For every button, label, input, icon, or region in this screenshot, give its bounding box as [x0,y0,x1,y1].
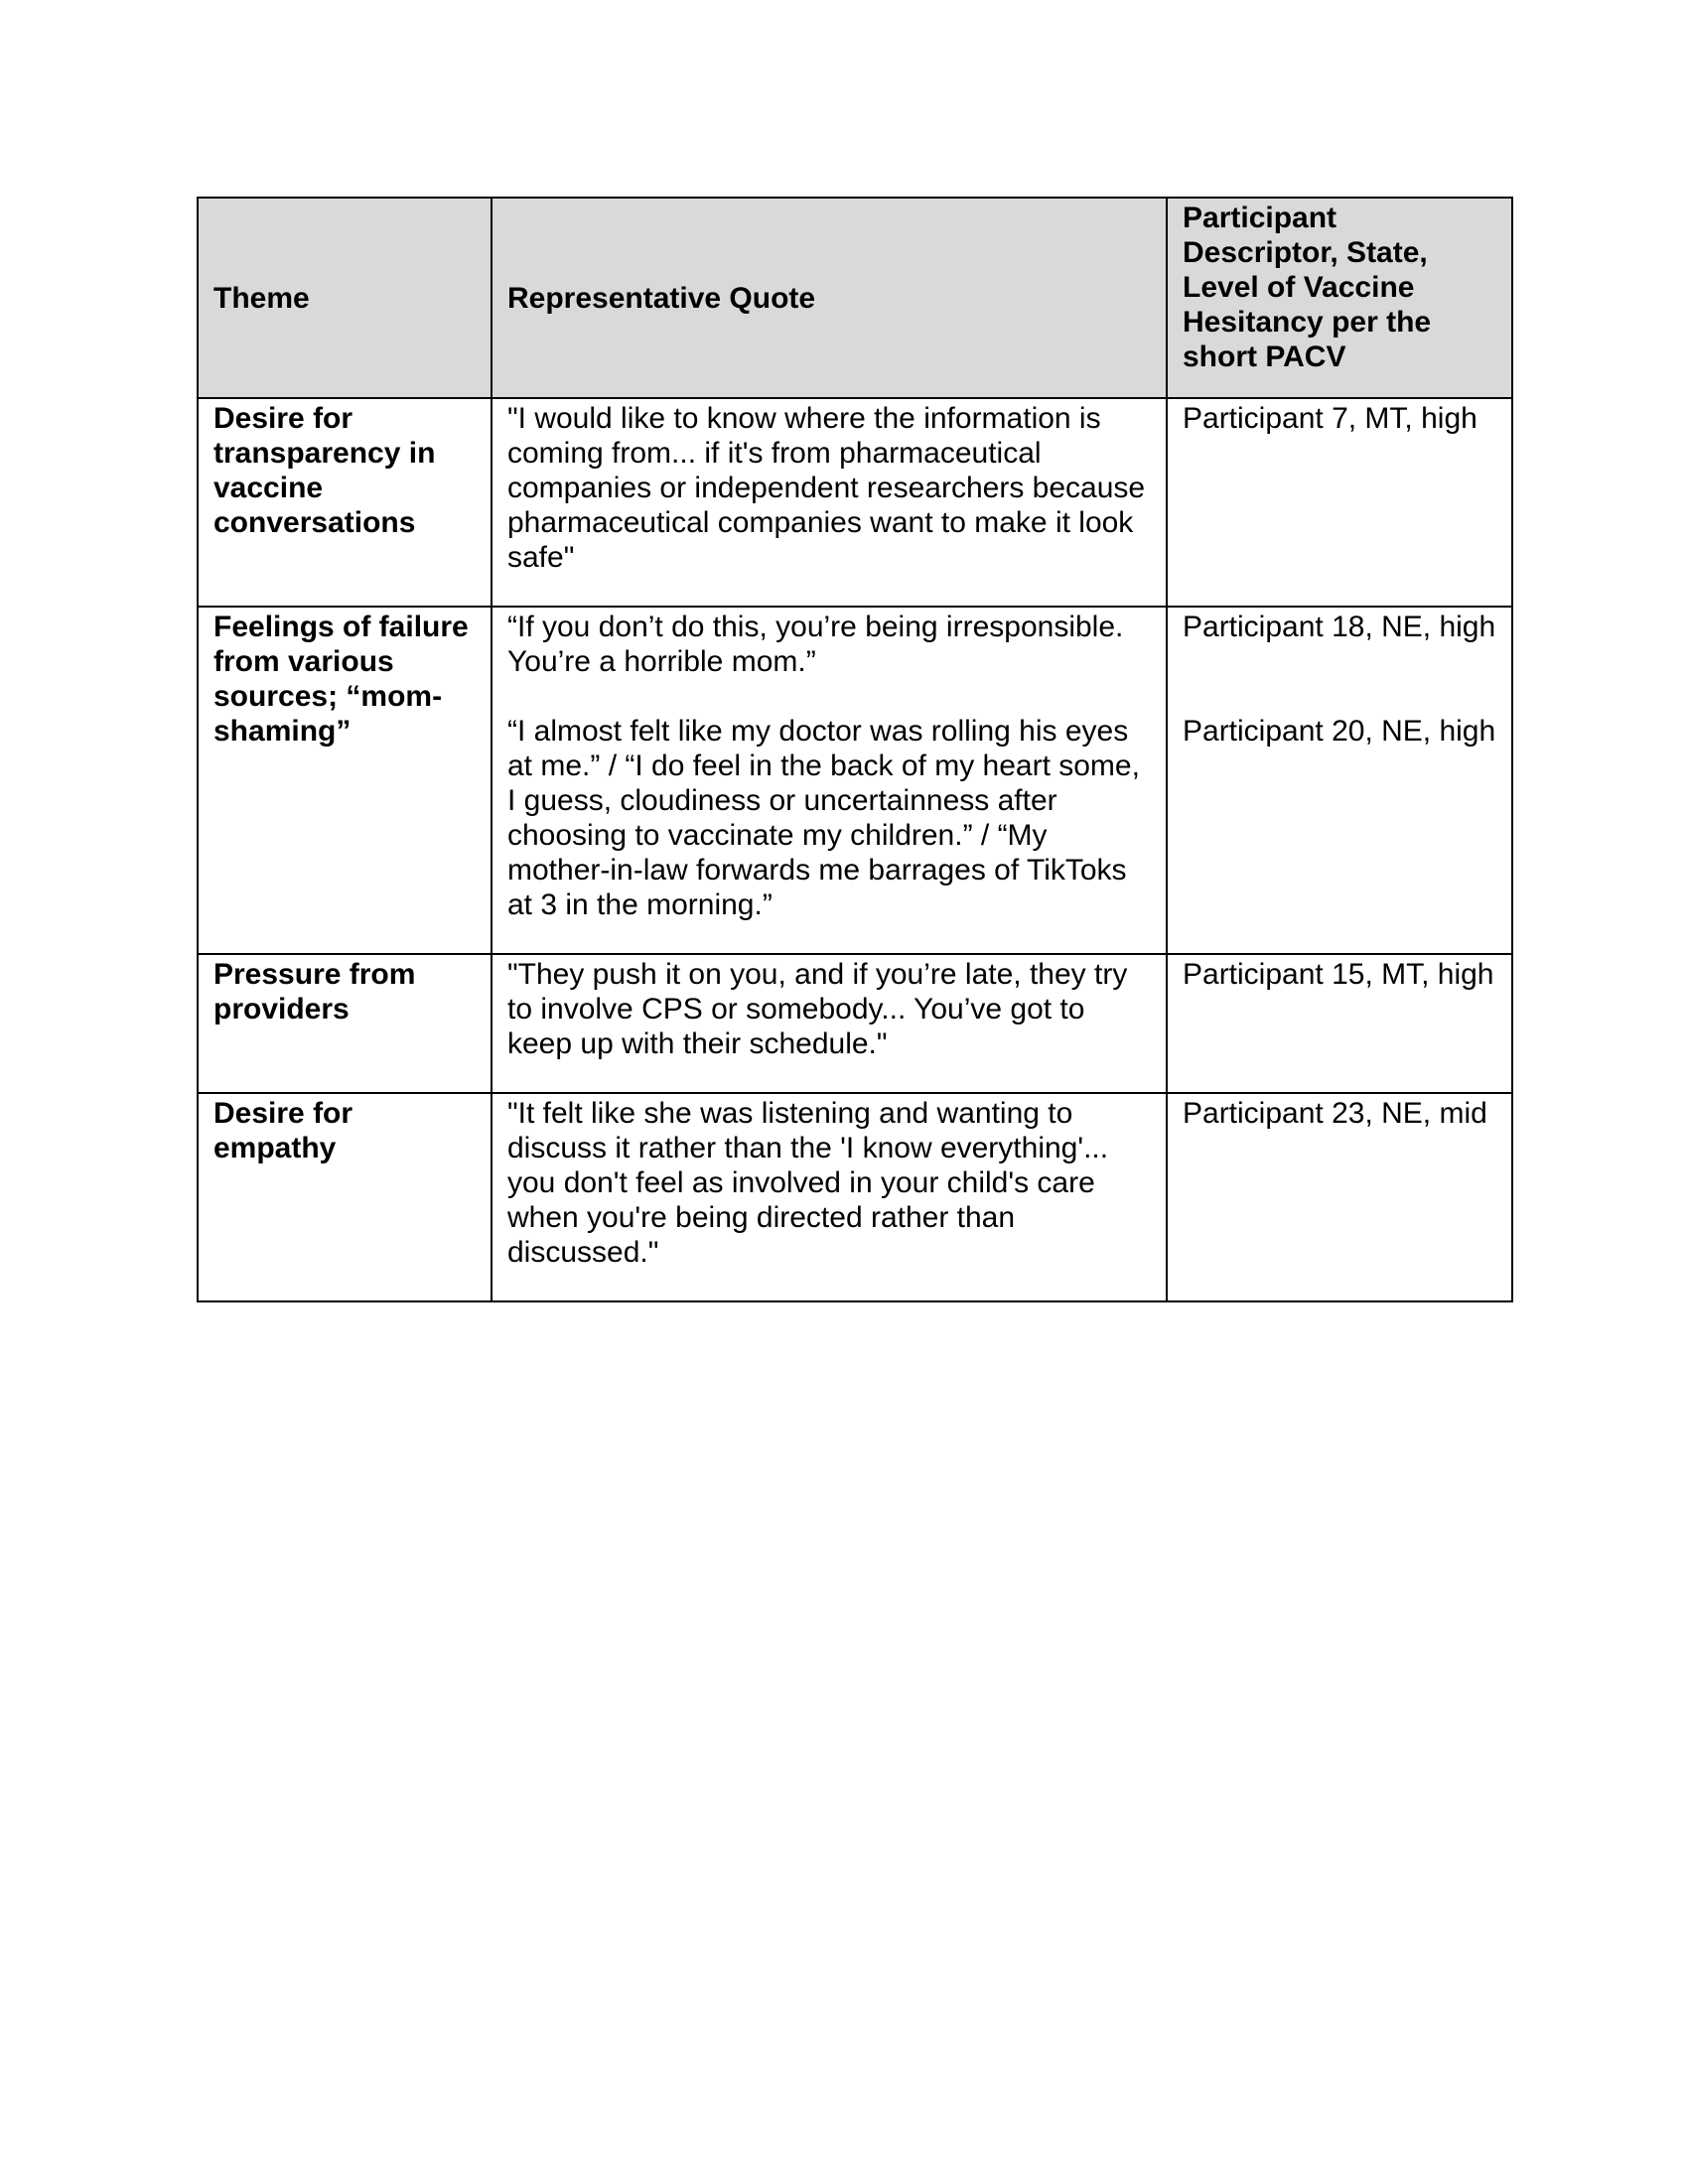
participant-text: Participant 23, NE, mid [1183,1097,1487,1130]
quote-cell [492,398,1167,607]
quote-cell [492,607,1167,954]
quote-text: “I almost felt like my doctor was rolling his eyes at me.” / “I do feel in the back of my heart some, I guess, cloudiness or uncertainness after choosing to vaccinate my children.” / “My mother-in-law forwards me barrages of TikToks at 3 in the morning.” [507,715,1140,921]
table-header [198,198,1512,398]
participant-cell [1167,398,1512,607]
theme-cell: Pressure from providers [198,954,492,1093]
quote-cell [492,1093,1167,1301]
participant-cell [1167,607,1512,954]
table-row [198,398,1512,607]
header-participant: Participant Descriptor, State, Level of Vaccine Hesitancy per the short PACV [1167,198,1512,398]
participant-text: Participant 7, MT, high [1183,402,1477,435]
quote-text: “If you don’t do this, you’re being irresponsible. You’re a horrible mom.” [507,611,1124,678]
participant-cell [1167,1093,1512,1301]
participant-text: Participant 18, NE, high [1183,611,1496,643]
header-row [198,198,1512,398]
participant-text: Participant 20, NE, high [1183,715,1496,748]
header-theme: Theme [198,198,492,398]
participant-cell [1167,954,1512,1093]
participant-text: Participant 15, MT, high [1183,958,1494,991]
quote-cell [492,954,1167,1093]
quote-text: "They push it on you, and if you’re late, they try to involve CPS or somebody... You’ve got to keep up with their schedule." [507,958,1128,1060]
table-row [198,1093,1512,1301]
quote-text: "I would like to know where the information is coming from... if it's from pharmaceutical companies or independent researchers because pharmaceutical companies want to make it look safe" [507,402,1146,574]
table-row [198,954,1512,1093]
theme-cell: Feelings of failure from various sources; “mom-shaming” [198,607,492,954]
quote-text: "It felt like she was listening and wanting to discuss it rather than the 'I know everything'... you don't feel as involved in your child's care when you're being directed rather than discussed." [507,1097,1109,1269]
table-body [198,398,1512,1301]
theme-cell: Desire for empathy [198,1093,492,1301]
header-quote: Representative Quote [492,198,1167,398]
theme-cell: Desire for transparency in vaccine conversations [198,398,492,607]
table-row [198,607,1512,954]
themes-table [197,197,1513,1302]
